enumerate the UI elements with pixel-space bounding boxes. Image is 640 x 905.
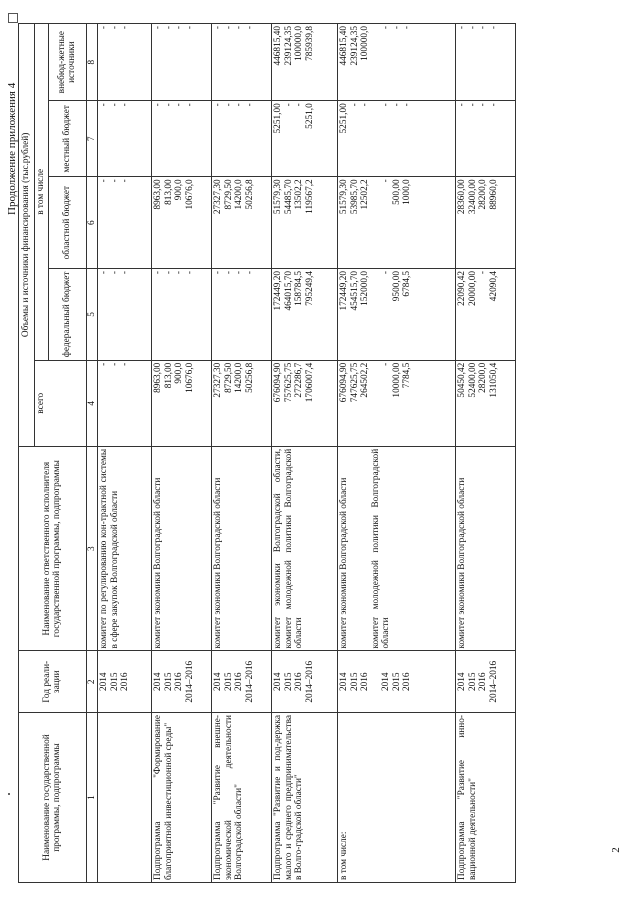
table-row: [212, 24, 272, 883]
header-regional: областной бюджет: [48, 177, 86, 269]
years-cell: 2014 2015 2016 2014 2015 2016: [338, 651, 456, 713]
local-cell: - - - -: [212, 101, 272, 177]
col-number: 8: [86, 24, 98, 101]
header-extra: внебюд-жетные источники: [48, 24, 86, 101]
federal-cell: 22090,42 20000,00 - 42090,4: [456, 269, 516, 361]
header-funding: Объемы и источники финансирования (тыс.рублей): [19, 24, 35, 447]
total-cell: 8963,00 813,00 900,0 10676,0: [152, 360, 212, 446]
col-number: 1: [86, 713, 98, 883]
header-including: в том числе: [35, 24, 49, 361]
header-executor: Наименование ответственного исполнителя государственной программы, подпрограммы: [19, 446, 87, 651]
regional-cell: 51579,30 54485,70 13502,2 119567,2: [272, 177, 338, 269]
program-name: Подпрограмма "Развитие и под-держка малого и среднего предпринимательства в Волго-градской области": [272, 713, 338, 883]
years-cell: 2014 2015 2016 2014–2016: [152, 651, 212, 713]
years-cell: 2014 2015 2016 2014–2016: [456, 651, 516, 713]
federal-cell: - - - -: [152, 269, 212, 361]
col-number: 5: [86, 269, 98, 361]
executor-cell: комитет экономики Волгоградской области: [152, 446, 212, 651]
col-number: 6: [86, 177, 98, 269]
page-number: 2: [610, 847, 622, 853]
program-name: [98, 713, 152, 883]
program-name: в том числе:: [338, 713, 456, 883]
header-total: всего: [35, 360, 87, 446]
table-row: [456, 24, 516, 883]
extra-cell: - - -: [98, 24, 152, 101]
executor-cell: комитет экономики Волгоградской области: [456, 446, 516, 651]
header-year: Год реали-зации: [19, 651, 87, 713]
program-name: Подпрограмма "Развитие инно-вационной деятельности": [456, 713, 516, 883]
total-cell: 676094,90 757625,75 272286,7 1706007,4: [272, 360, 338, 446]
table-row: [272, 24, 338, 883]
local-cell: 5251,00 - - - - -: [338, 101, 456, 177]
executor-cell: комитет экономики Волгоградской области: [212, 446, 272, 651]
header-federal: федеральный бюджет: [48, 269, 86, 361]
funding-table: [18, 23, 516, 883]
table-row: [338, 24, 456, 883]
program-name: Подпрограмма "Формирование благоприятной инвестиционной среды": [152, 713, 212, 883]
regional-cell: 27327,30 8729,50 14200,0 50256,8: [212, 177, 272, 269]
total-cell: - - -: [98, 360, 152, 446]
executor-cell: комитет по регулированию кон-трактной системы в сфере закупок Волгоградской области: [98, 446, 152, 651]
local-cell: 5251,00 - - 5251,0: [272, 101, 338, 177]
table-row: [98, 24, 152, 883]
years-cell: 2014 2015 2016 2014–2016: [212, 651, 272, 713]
regional-cell: 28360,00 32400,00 28200,0 88960,0: [456, 177, 516, 269]
executor-cell: комитет экономики Волгоградской области комитет молодежной политики Волгоградской области: [338, 446, 456, 651]
regional-cell: 8963,00 813,00 900,0 10676,0: [152, 177, 212, 269]
extra-cell: 446815,40 239124,35 100000,0 - - -: [338, 24, 456, 101]
col-number: 2: [86, 651, 98, 713]
federal-cell: 172449,20 464015,70 158784,5 795249,4: [272, 269, 338, 361]
continuation-label: Продолжение приложения 4: [6, 82, 18, 215]
stray-mark: [8, 793, 10, 795]
years-cell: 2014 2015 2016: [98, 651, 152, 713]
total-cell: 50450,42 52400,00 28200,0 131050,4: [456, 360, 516, 446]
extra-cell: - - - -: [456, 24, 516, 101]
local-cell: - - - -: [456, 101, 516, 177]
corner-mark: [8, 13, 18, 23]
executor-cell: комитет экономики Волгоградской области, комитет молодежной политики Волгоградской области: [272, 446, 338, 651]
federal-cell: - - -: [98, 269, 152, 361]
regional-cell: - - -: [98, 177, 152, 269]
federal-cell: 172449,20 454515,70 152000,0 - 9500,00 6784,5: [338, 269, 456, 361]
program-name: Подпрограмма "Развитие внешне-экономической деятельности Волгоградской области": [212, 713, 272, 883]
col-number: 4: [86, 360, 98, 446]
total-cell: 676094,90 747625,75 264502,2 - 10000,00 7784,5: [338, 360, 456, 446]
extra-cell: - - - -: [212, 24, 272, 101]
regional-cell: 51579,30 53985,70 12502,2 - 500,00 1000,0: [338, 177, 456, 269]
total-cell: 27327,30 8729,50 14200,0 50256,8: [212, 360, 272, 446]
years-cell: 2014 2015 2016 2014–2016: [272, 651, 338, 713]
extra-cell: - - - -: [152, 24, 212, 101]
local-cell: - - -: [98, 101, 152, 177]
table-row: [152, 24, 212, 883]
extra-cell: 446815,40 239124,35 100000,0 785939,8: [272, 24, 338, 101]
header-local: местный бюджет: [48, 101, 86, 177]
header-program: Наименование государственной программы, подпрограммы: [19, 713, 87, 883]
federal-cell: - - - -: [212, 269, 272, 361]
local-cell: - - - -: [152, 101, 212, 177]
col-number: 7: [86, 101, 98, 177]
col-number: 3: [86, 446, 98, 651]
